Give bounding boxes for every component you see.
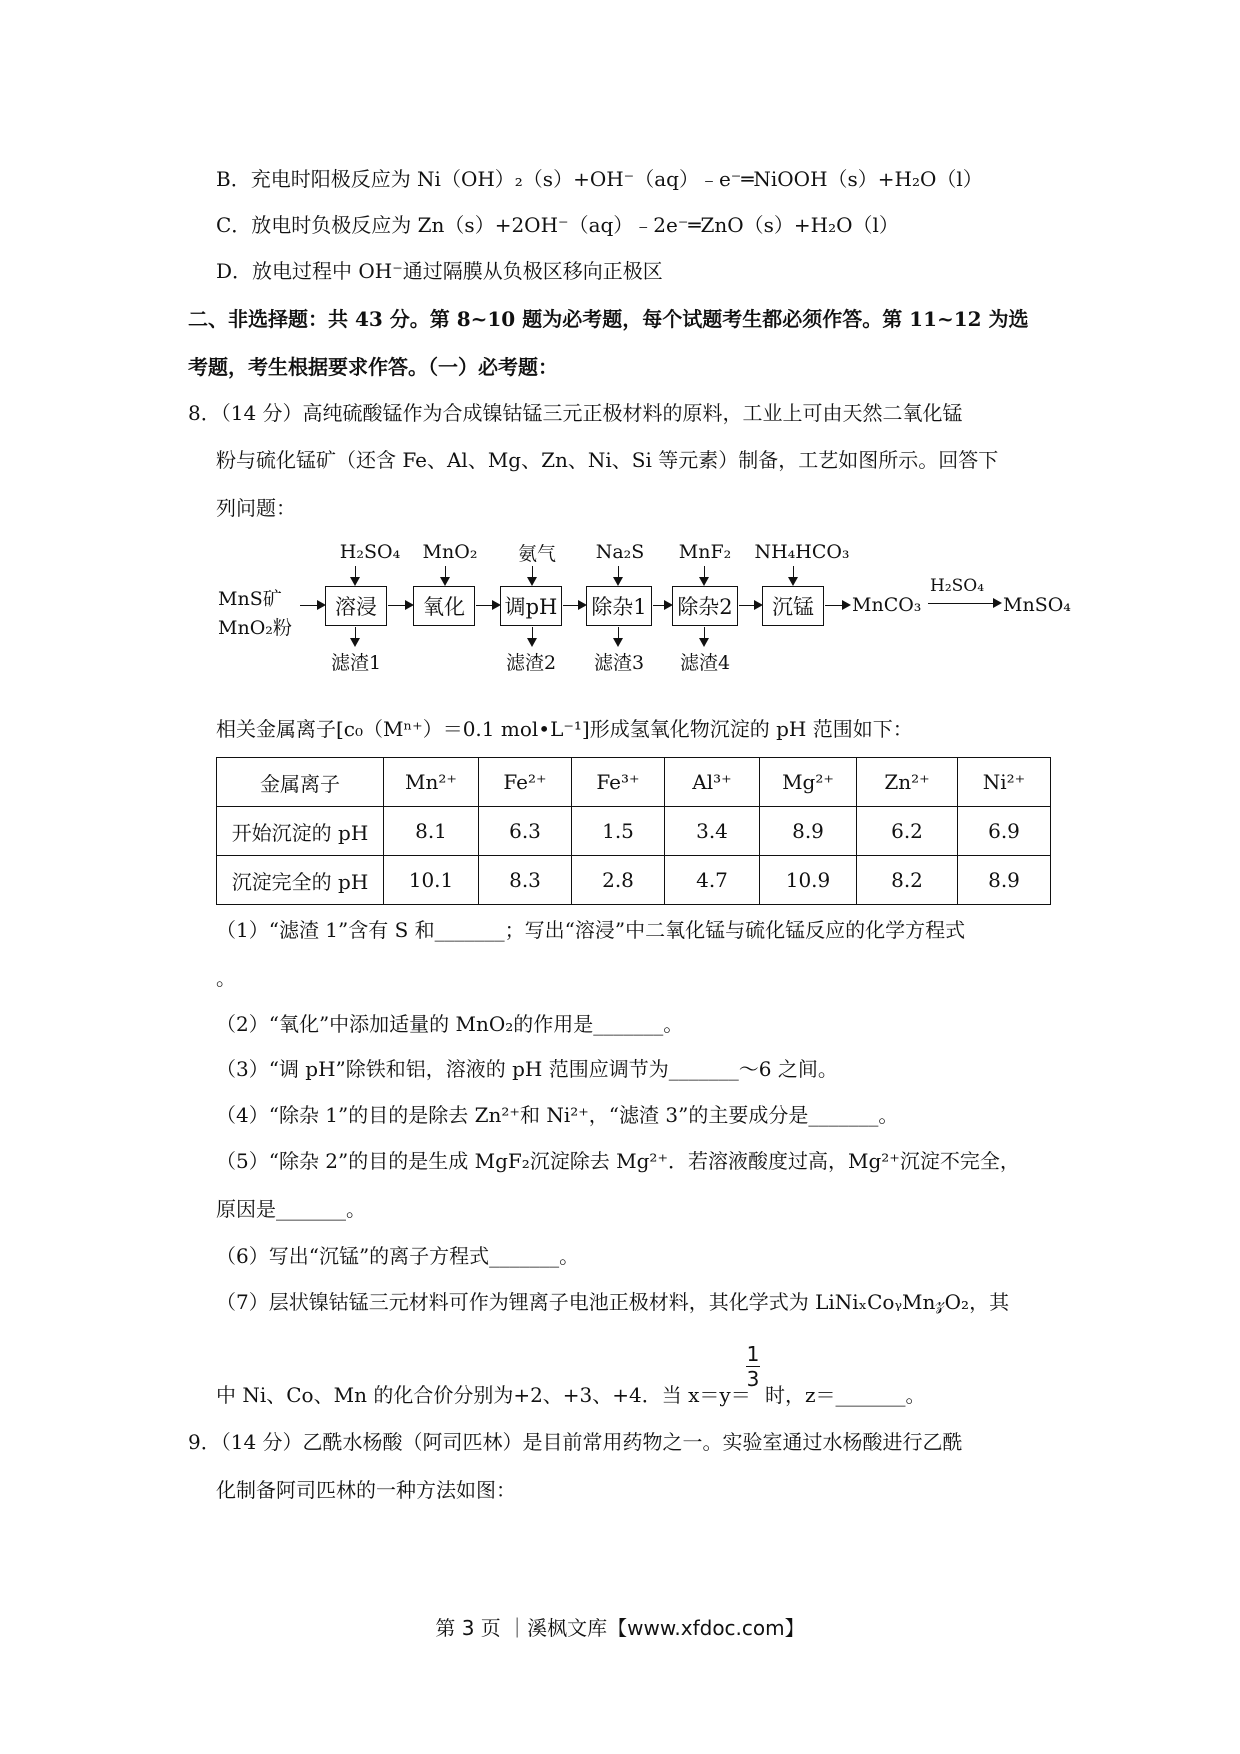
subq-1-line1: （1）“滤渣 1”含有 S 和_______；写出“溶浸”中二氧化锰与硫化锰反应的化学方程式 bbox=[216, 918, 966, 942]
step-box: 除杂1 bbox=[586, 586, 652, 626]
header-cell: Mn²⁺ bbox=[384, 758, 479, 807]
table-row bbox=[217, 856, 1051, 905]
q9-line2: 化制备阿司匹林的一种方法如图： bbox=[216, 1478, 516, 1502]
reagent-label: 氨气 bbox=[517, 543, 556, 565]
subq-6: （6）写出“沉锰”的离子方程式_______。 bbox=[216, 1244, 580, 1268]
product-mnso4: MnSO₄ bbox=[1003, 594, 1071, 616]
table-cell: 2.8 bbox=[572, 856, 665, 905]
arrow-right bbox=[739, 605, 761, 606]
table-cell: 6.9 bbox=[958, 807, 1051, 856]
table-cell: 6.3 bbox=[479, 807, 572, 856]
subq-2: （2）“氧化”中添加适量的 MnO₂的作用是_______。 bbox=[216, 1012, 684, 1036]
header-cell: Zn²⁺ bbox=[857, 758, 958, 807]
arrow-down bbox=[793, 566, 794, 584]
header-cell: Mg²⁺ bbox=[760, 758, 857, 807]
reagent-label: MnO₂ bbox=[422, 541, 478, 563]
table-cell: 6.2 bbox=[857, 807, 958, 856]
q8-line3: 列问题： bbox=[216, 496, 296, 520]
page-footer: 第 3 页 ｜溪枫文库【www.xfdoc.com】 bbox=[435, 1616, 805, 1640]
arrow-down bbox=[532, 627, 533, 645]
arrow-down bbox=[704, 627, 705, 645]
input-mno2-powder: MnO₂粉 bbox=[218, 617, 292, 639]
arrow-right bbox=[388, 605, 412, 606]
arrow-down bbox=[445, 566, 446, 584]
subq-5-line2: 原因是_______。 bbox=[216, 1197, 366, 1221]
arrow-right bbox=[825, 605, 849, 606]
table-cell: 10.1 bbox=[384, 856, 479, 905]
residue-label: 滤渣4 bbox=[679, 652, 731, 674]
table-cell: 8.2 bbox=[857, 856, 958, 905]
subq-3: （3）“调 pH”除铁和铝，溶液的 pH 范围应调节为_______～6 之间。 bbox=[216, 1057, 838, 1081]
arrow-down bbox=[618, 627, 619, 645]
q8-line1: 8．（14 分）高纯硫酸锰作为合成镍钴锰三元正极材料的原料，工业上可由天然二氧化锰 bbox=[188, 401, 963, 425]
header-cell: Fe²⁺ bbox=[479, 758, 572, 807]
subq-1-line2: 。 bbox=[216, 966, 236, 990]
section-heading-line2: 考题，考生根据要求作答。（一）必考题： bbox=[188, 355, 558, 379]
table-cell: 开始沉淀的 pH bbox=[217, 807, 384, 856]
arrow-down bbox=[704, 566, 705, 584]
header-cell: 金属离子 bbox=[217, 758, 384, 807]
subq-7-line1: （7）层状镍钴锰三元材料可作为锂离子电池正极材料，其化学式为 LiNiₓCoᵧMn𝓏O₂，其 bbox=[216, 1290, 1010, 1314]
q9-line1: 9．（14 分）乙酰水杨酸（阿司匹林）是目前常用药物之一。实验室通过水杨酸进行乙酰 bbox=[188, 1430, 963, 1454]
fraction-denominator: 3 bbox=[746, 1367, 760, 1391]
step-box: 氧化 bbox=[413, 586, 475, 626]
option-c: C．放电时负极反应为 Zn（s）+2OH⁻（aq）﹣2e⁻═ZnO（s）+H₂O（l） bbox=[216, 213, 899, 237]
header-cell: Fe³⁺ bbox=[572, 758, 665, 807]
table-cell: 4.7 bbox=[665, 856, 760, 905]
step-box: 调pH bbox=[500, 586, 562, 626]
arrow-right bbox=[928, 603, 1000, 604]
table-cell: 1.5 bbox=[572, 807, 665, 856]
input-mns-ore: MnS矿 bbox=[218, 588, 282, 610]
fraction-one-third bbox=[743, 1343, 763, 1390]
residue-label: 滤渣3 bbox=[593, 652, 645, 674]
arrow-down bbox=[355, 627, 356, 645]
option-d: D．放电过程中 OH⁻通过隔膜从负极区移向正极区 bbox=[216, 259, 663, 283]
arrow-right bbox=[653, 605, 671, 606]
subq-5-line1: （5）“除杂 2”的目的是生成 MgF₂沉淀除去 Mg²⁺．若溶液酸度过高，Mg²⁺沉淀不完全， bbox=[216, 1149, 1020, 1173]
table-intro: 相关金属离子[c₀（Mⁿ⁺）＝0.1 mol•L⁻¹]形成氢氧化物沉淀的 pH 范围如下： bbox=[216, 717, 913, 741]
q8-line2: 粉与硫化锰矿（还含 Fe、Al、Mg、Zn、Ni、Si 等元素）制备，工艺如图所示。回答下 bbox=[216, 448, 999, 472]
fraction-numerator: 1 bbox=[746, 1342, 760, 1366]
table-cell: 8.3 bbox=[479, 856, 572, 905]
table-cell: 8.1 bbox=[384, 807, 479, 856]
reagent-label: Na₂S bbox=[595, 541, 645, 563]
section-heading-line1: 二、非选择题：共 43 分。第 8~10 题为必考题，每个试题考生都必须作答。第 11~12 为选 bbox=[188, 307, 1029, 331]
option-b: B．充电时阳极反应为 Ni（OH）₂（s）+OH⁻（aq）﹣e⁻═NiOOH（s）+H₂O（l） bbox=[216, 167, 983, 191]
table-header-row bbox=[217, 758, 1051, 807]
arrow-right bbox=[563, 605, 585, 606]
residue-label: 滤渣1 bbox=[330, 652, 382, 674]
subq-7-line2-post: 时，z＝_______。 bbox=[765, 1383, 926, 1407]
subq-7-line2-pre: 中 Ni、Co、Mn 的化合价分别为+2、+3、+4．当 x＝y＝ bbox=[216, 1383, 751, 1407]
table-row bbox=[217, 807, 1051, 856]
step-box: 除杂2 bbox=[672, 586, 738, 626]
table-cell: 3.4 bbox=[665, 807, 760, 856]
reagent-label: H₂SO₄ bbox=[339, 541, 401, 563]
arrow-down bbox=[355, 566, 356, 584]
header-cell: Al³⁺ bbox=[665, 758, 760, 807]
product-mnco3: MnCO₃ bbox=[852, 594, 922, 616]
table-cell: 8.9 bbox=[958, 856, 1051, 905]
header-cell: Ni²⁺ bbox=[958, 758, 1051, 807]
ph-range-table bbox=[216, 757, 1051, 905]
step-box: 沉锰 bbox=[762, 586, 824, 626]
reagent-label: NH₄HCO₃ bbox=[754, 541, 850, 563]
arrow-reagent-h2so4: H₂SO₄ bbox=[930, 576, 985, 596]
subq-4: （4）“除杂 1”的目的是除去 Zn²⁺和 Ni²⁺，“滤渣 3”的主要成分是_______。 bbox=[216, 1103, 899, 1127]
table-cell: 10.9 bbox=[760, 856, 857, 905]
reagent-label: MnF₂ bbox=[678, 541, 732, 563]
arrow-down bbox=[618, 566, 619, 584]
residue-label: 滤渣2 bbox=[505, 652, 557, 674]
arrow-right bbox=[476, 605, 499, 606]
table-cell: 8.9 bbox=[760, 807, 857, 856]
arrow-down bbox=[532, 566, 533, 584]
arrow-right bbox=[300, 605, 324, 606]
step-box: 溶浸 bbox=[325, 586, 387, 626]
table-cell: 沉淀完全的 pH bbox=[217, 856, 384, 905]
